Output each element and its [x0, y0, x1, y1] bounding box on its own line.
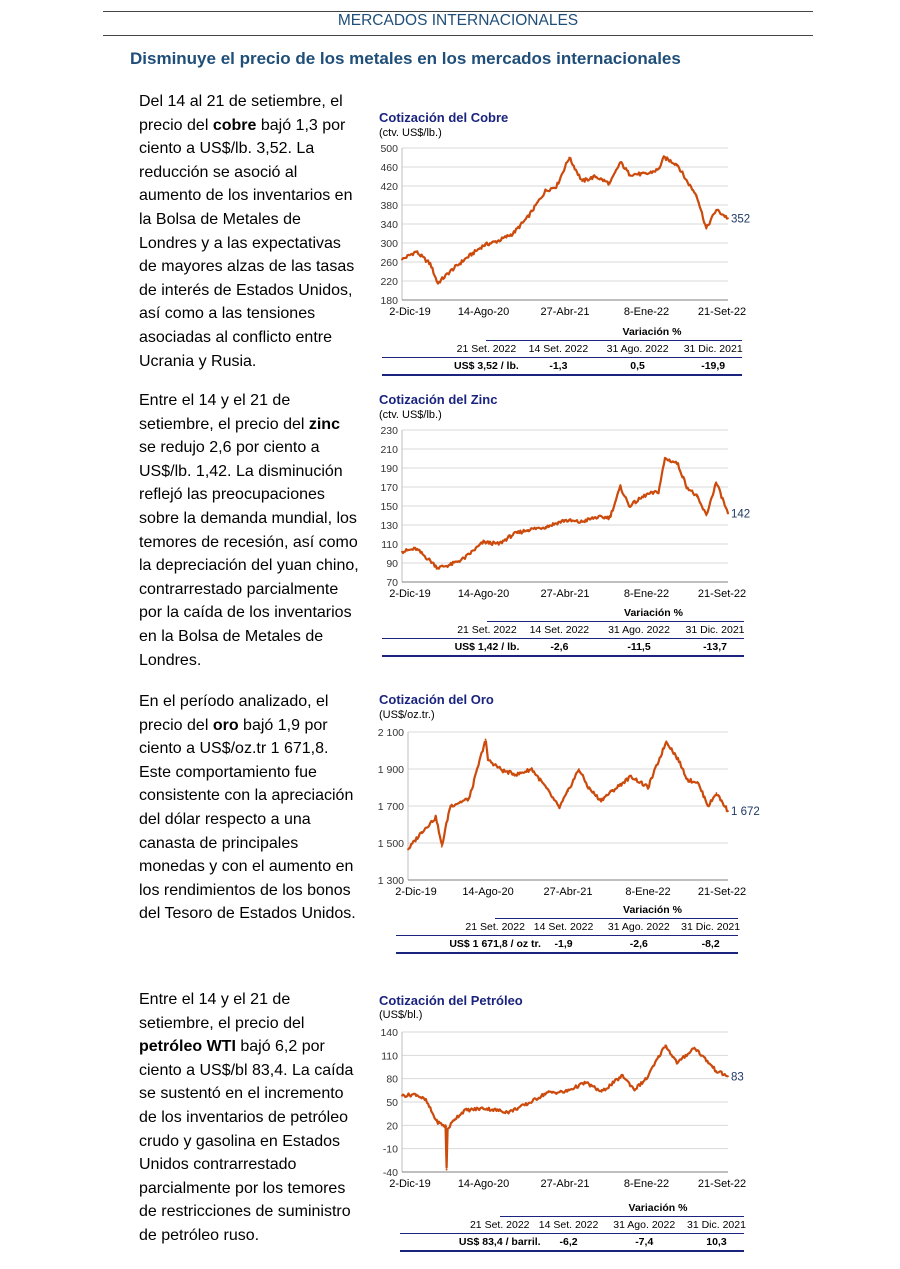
copper-table-var-31ago: 0,5: [630, 360, 645, 372]
copper-chart-unit: (ctv. US$/lb.): [379, 127, 442, 139]
copper-y-tick-label: 260: [380, 257, 398, 269]
oil-table-var-31ago: -7,4: [635, 1236, 654, 1248]
gold-data-point: [707, 805, 709, 807]
page-subtitle: Disminuye el precio de los metales en los mercados internacionales: [130, 49, 681, 68]
gold-keyword: oro: [212, 716, 239, 734]
copper-table-var-31dic: -19,9: [701, 360, 726, 372]
zinc-y-tick-label: 130: [380, 520, 398, 532]
zinc-table-var-14set: -2,6: [550, 641, 569, 653]
zinc-data-point: [463, 557, 465, 559]
gold-data-point: [567, 790, 569, 792]
zinc-data-point: [696, 496, 698, 498]
zinc-data-point: [715, 481, 717, 483]
zinc-last-value-label: 142: [731, 508, 751, 521]
copper-data-point: [595, 176, 597, 178]
oil-data-point: [447, 1128, 449, 1130]
oil-data-point: [646, 1078, 648, 1080]
copper-data-point: [449, 271, 451, 273]
zinc-x-tick-label: 8-Ene-22: [623, 588, 670, 600]
oil-price-line: [402, 1046, 728, 1168]
copper-data-point: [483, 244, 485, 246]
copper-y-tick-label: 300: [380, 238, 398, 250]
oil-table-rule: [400, 1233, 744, 1234]
gold-price-line: [408, 741, 728, 849]
oil-data-point: [445, 1126, 447, 1128]
zinc-y-tick-label: 210: [380, 444, 398, 456]
zinc-data-point: [564, 519, 566, 521]
oil-data-point: [436, 1121, 438, 1123]
gold-data-point: [468, 798, 470, 800]
copper-y-tick-label: 420: [380, 181, 398, 193]
zinc-data-point: [664, 458, 666, 460]
gold-table-date: 21 Set. 2022: [465, 921, 525, 933]
oil-y-tick-label: 140: [380, 1027, 398, 1039]
gold-x-tick-label: 27-Abr-21: [543, 886, 593, 898]
oil-table-var-14set: -6,2: [559, 1236, 578, 1248]
copper-data-point: [463, 259, 465, 261]
copper-x-tick-label: 8-Ene-22: [623, 306, 670, 318]
gold-data-point: [666, 740, 668, 742]
copper-variation-heading: Variación %: [622, 326, 682, 338]
oil-data-point: [508, 1111, 510, 1113]
copper-y-tick-label: 500: [380, 143, 398, 155]
oil-data-point: [401, 1095, 403, 1097]
zinc-x-tick-label: 21-Set-22: [697, 588, 747, 600]
copper-y-tick-label: 340: [380, 219, 398, 231]
oil-y-tick-label: 50: [386, 1097, 398, 1109]
zinc-price-chart: [370, 422, 770, 602]
zinc-table-col3-header: 31 Dic. 2021: [685, 624, 745, 636]
oil-data-point: [715, 1070, 717, 1072]
oil-last-value-label: 83: [731, 1071, 744, 1084]
gold-data-point: [558, 807, 560, 809]
copper-data-point: [663, 157, 665, 159]
oil-x-tick-label: 27-Abr-21: [540, 1178, 590, 1190]
copper-table-date: 21 Set. 2022: [456, 343, 517, 355]
zinc-data-point: [545, 526, 547, 528]
gold-data-point: [727, 810, 729, 812]
zinc-data-point: [727, 513, 729, 515]
oil-chart-unit: (US$/bl.): [379, 1009, 423, 1021]
zinc-data-point: [705, 515, 707, 517]
copper-y-tick-label: 380: [380, 200, 398, 212]
gold-data-point: [647, 787, 649, 789]
copper-y-tick-label: 220: [380, 276, 398, 288]
gold-x-tick-label: 2-Dic-19: [395, 886, 437, 898]
zinc-data-point: [498, 543, 500, 545]
gold-chart-title: Cotización del Oro: [379, 692, 494, 707]
zinc-data-point: [415, 548, 417, 550]
gold-y-tick-label: 2 100: [377, 727, 404, 739]
copper-x-tick-label: 27-Abr-21: [540, 306, 590, 318]
oil-y-tick-label: 20: [386, 1120, 398, 1133]
copper-data-point: [715, 209, 717, 211]
gold-data-point: [578, 768, 580, 770]
oil-data-point: [622, 1075, 624, 1077]
gold-data-point: [407, 849, 409, 851]
gold-data-point: [687, 779, 689, 781]
zinc-y-tick-label: 70: [386, 577, 398, 589]
oil-data-point: [483, 1107, 485, 1109]
oil-chart-title: Cotización del Petróleo: [379, 993, 523, 1008]
zinc-table-var-31dic: -13,7: [703, 641, 727, 653]
copper-x-tick-label: 14-Ago-20: [457, 306, 510, 318]
zinc-table-rule: [487, 621, 744, 622]
copper-price-line: [402, 156, 728, 283]
copper-data-point: [676, 164, 678, 166]
zinc-data-point: [527, 529, 529, 531]
gold-table-col3-header: 31 Dic. 2021: [681, 921, 741, 933]
zinc-data-point: [430, 560, 432, 562]
zinc-variation-heading: Variación %: [624, 607, 683, 619]
zinc-x-tick-label: 2-Dic-19: [389, 588, 431, 600]
zinc-data-point: [619, 486, 621, 488]
zinc-table-price: US$ 1,42 / lb.: [454, 641, 520, 653]
copper-table-rule: [486, 340, 742, 341]
oil-data-point: [546, 1092, 548, 1094]
zinc-x-tick-label: 14-Ago-20: [457, 588, 510, 600]
zinc-table-bottom-rule: [382, 655, 744, 657]
copper-data-point: [415, 251, 417, 253]
gold-table-rule: [495, 918, 738, 919]
zinc-y-tick-label: 230: [380, 425, 398, 437]
copper-data-point: [545, 190, 547, 192]
zinc-table-col1-header: 14 Set. 2022: [529, 624, 590, 636]
oil-data-point: [454, 1118, 456, 1120]
gold-x-tick-label: 8-Ene-22: [625, 886, 671, 898]
zinc-table-rule: [382, 638, 744, 639]
zinc-data-point: [628, 505, 630, 507]
oil-data-point: [564, 1091, 566, 1093]
gold-paragraph: En el período analizado, el precio del oro bajó 1,9 por ciento a US$/oz.tr 1 671,8. Este comportamiento fue consistente con la apreciación del dólar respecto a una canasta de principales monedas y con el aumento en los rendimientos de los bonos del Tesoro de Estados Unidos.: [139, 693, 356, 923]
gold-data-point: [502, 770, 504, 772]
gold-data-point: [545, 787, 547, 789]
gold-y-tick-label: 1 300: [377, 875, 404, 887]
oil-y-tick-label: 110: [381, 1050, 398, 1063]
gold-x-tick-label: 14-Ago-20: [462, 886, 514, 898]
copper-x-tick-label: 21-Set-22: [697, 306, 747, 318]
copper-table-col2-header: 31 Ago. 2022: [606, 343, 669, 355]
gold-data-point: [600, 800, 602, 802]
zinc-data-point: [676, 462, 678, 464]
gold-table-bottom-rule: [396, 952, 738, 954]
gold-chart-unit: (US$/oz.tr.): [379, 709, 435, 721]
oil-data-point: [634, 1089, 636, 1091]
copper-data-point: [658, 168, 660, 170]
copper-data-point: [527, 216, 529, 218]
copper-table-rule: [382, 357, 742, 358]
oil-data-point: [425, 1100, 427, 1102]
copper-data-point: [568, 157, 570, 159]
gold-data-point: [696, 781, 698, 783]
copper-data-point: [498, 240, 500, 242]
gold-data-point: [630, 776, 632, 778]
oil-data-point: [676, 1062, 678, 1064]
oil-keyword: petróleo WTI: [139, 1038, 236, 1056]
gold-table-price: US$ 1 671,8 / oz tr.: [449, 938, 541, 950]
oil-x-tick-label: 2-Dic-19: [389, 1178, 431, 1190]
oil-table-var-31dic: 10,3: [706, 1236, 727, 1248]
oil-paragraph: Entre el 14 y el 21 de setiembre, el precio del petróleo WTI bajó 6,2 por ciento a US$/bl 83,4. La caída se sustentó en el incremento de los inventarios de petróleo crudo y gasolina en Estados Unidos contrarrestado parcialmente por los temores de restricciones de suministro de petróleo ruso.: [139, 991, 354, 1244]
gold-data-point: [716, 792, 718, 794]
zinc-chart-unit: (ctv. US$/lb.): [379, 409, 442, 421]
copper-chart-title: Cotización del Cobre: [379, 110, 509, 125]
gold-y-tick-label: 1 900: [377, 764, 404, 776]
copper-y-tick-label: 180: [380, 295, 398, 307]
zinc-y-tick-label: 110: [381, 539, 398, 551]
oil-table-bottom-rule: [400, 1250, 744, 1252]
gold-data-point: [435, 816, 437, 818]
zinc-data-point: [401, 551, 403, 553]
gold-data-point: [441, 846, 443, 848]
zinc-data-point: [646, 494, 648, 496]
zinc-keyword: zinc: [308, 415, 340, 433]
oil-x-tick-label: 14-Ago-20: [457, 1178, 510, 1190]
gold-variation-heading: Variación %: [623, 904, 682, 916]
oil-price-chart: [370, 1022, 770, 1192]
zinc-y-tick-label: 170: [380, 482, 398, 494]
oil-data-point: [585, 1082, 587, 1084]
gold-table-col2-header: 31 Ago. 2022: [607, 921, 670, 933]
gold-table-var-14set: -1,9: [554, 938, 573, 950]
zinc-price-line: [402, 458, 728, 569]
oil-variation-table: [400, 1202, 744, 1252]
gold-table-var-31dic: -8,2: [701, 938, 720, 950]
zinc-data-point: [512, 534, 514, 536]
zinc-y-tick-label: 190: [380, 463, 398, 475]
gold-table-rule: [396, 935, 738, 936]
copper-table-price: US$ 3,52 / lb.: [454, 360, 519, 372]
gold-table-var-31ago: -2,6: [629, 938, 648, 950]
gold-data-point: [531, 768, 533, 770]
gold-data-point: [677, 759, 679, 761]
gold-data-point: [587, 787, 589, 789]
zinc-chart-title: Cotización del Zinc: [379, 392, 498, 407]
zinc-data-point: [449, 564, 451, 566]
copper-table-bottom-rule: [382, 374, 742, 376]
zinc-data-point: [658, 491, 660, 493]
copper-data-point: [512, 233, 514, 235]
oil-x-tick-label: 8-Ene-22: [623, 1178, 670, 1190]
zinc-x-tick-label: 27-Abr-21: [540, 588, 590, 600]
copper-y-tick-label: 460: [380, 162, 398, 174]
copper-data-point: [564, 166, 566, 168]
copper-keyword: cobre: [212, 116, 257, 134]
oil-data-point: [694, 1047, 696, 1049]
gold-x-tick-label: 21-Set-22: [697, 886, 747, 898]
oil-y-tick-label: -10: [382, 1143, 398, 1156]
oil-table-col3-header: 31 Dic. 2021: [686, 1219, 746, 1231]
gold-data-point: [516, 774, 518, 776]
oil-x-tick-label: 21-Set-22: [697, 1178, 747, 1190]
copper-data-point: [619, 161, 621, 163]
section-header: MERCADOS INTERNACIONALES: [337, 12, 579, 29]
copper-data-point: [556, 185, 558, 187]
copper-data-point: [705, 228, 707, 230]
copper-data-point: [430, 263, 432, 265]
zinc-table-date: 21 Set. 2022: [457, 624, 517, 636]
copper-data-point: [646, 173, 648, 175]
gold-data-point: [421, 831, 423, 833]
copper-data-point: [696, 195, 698, 197]
gold-data-point: [485, 739, 487, 741]
zinc-y-tick-label: 150: [380, 501, 398, 513]
copper-last-value-label: 352: [731, 213, 751, 226]
copper-table-var-14set: -1,3: [549, 360, 568, 372]
gold-last-value-label: 1 672: [731, 806, 760, 819]
zinc-variation-table: [382, 607, 744, 657]
zinc-data-point: [437, 567, 439, 569]
copper-data-point: [609, 183, 611, 185]
copper-table-col1-header: 14 Set. 2022: [528, 343, 589, 355]
gold-price-chart: [370, 722, 770, 900]
copper-data-point: [686, 180, 688, 182]
zinc-data-point: [595, 517, 597, 519]
gold-variation-table: [396, 904, 741, 954]
gold-data-point: [487, 759, 489, 761]
oil-data-point: [446, 1169, 448, 1171]
oil-data-point: [727, 1075, 729, 1077]
oil-data-point: [527, 1103, 529, 1105]
copper-price-chart: [370, 140, 770, 320]
oil-data-point: [601, 1091, 603, 1093]
zinc-table-col2-header: 31 Ago. 2022: [608, 624, 670, 636]
copper-table-col3-header: 31 Dic. 2021: [683, 343, 743, 355]
oil-variation-heading: Variación %: [628, 1202, 688, 1214]
zinc-table-var-31ago: -11,5: [627, 641, 651, 653]
oil-table-col1-header: 14 Set. 2022: [538, 1219, 599, 1231]
zinc-data-point: [580, 521, 582, 523]
oil-table-col2-header: 31 Ago. 2022: [613, 1219, 676, 1231]
oil-data-point: [664, 1044, 666, 1046]
gold-y-tick-label: 1 500: [377, 838, 404, 850]
zinc-data-point: [686, 486, 688, 488]
copper-variation-table: [382, 326, 742, 376]
zinc-paragraph: Entre el 14 y el 21 de setiembre, el precio del zinc se redujo 2,6 por ciento a US$/lb. 1,42. La disminución reflejó las preocupaciones sobre la demanda mundial, los temores de recesión, así como la depreciación del yuan chino, contrarrestado parcialmente por la caída de los inventarios en la Bolsa de Metales de Londres.: [139, 392, 359, 669]
oil-table-rule: [500, 1216, 744, 1217]
oil-y-tick-label: -40: [382, 1167, 398, 1179]
copper-data-point: [628, 173, 630, 175]
oil-data-point: [415, 1093, 417, 1095]
copper-x-tick-label: 2-Dic-19: [389, 306, 431, 318]
gold-y-tick-label: 1 700: [377, 801, 404, 813]
gold-table-col1-header: 14 Set. 2022: [533, 921, 594, 933]
zinc-data-point: [609, 517, 611, 519]
oil-data-point: [463, 1110, 465, 1112]
copper-data-point: [401, 259, 403, 261]
header-bottom-rule: [103, 35, 813, 36]
oil-table-price: US$ 83,4 / barril.: [458, 1236, 541, 1248]
zinc-data-point: [483, 541, 485, 543]
copper-data-point: [581, 180, 583, 182]
copper-data-point: [437, 282, 439, 284]
gold-data-point: [611, 790, 613, 792]
oil-y-tick-label: 80: [386, 1073, 398, 1086]
copper-data-point: [727, 217, 729, 219]
zinc-y-tick-label: 90: [386, 558, 398, 570]
copper-paragraph: Del 14 al 21 de setiembre, el precio del cobre bajó 1,3 por ciento a US$/lb. 3,52. La reducción se asoció al aumento de los inventarios en la Bolsa de Metales de Londres y a las expectativas de mayores alzas de las tasas de interés de Estados Unidos, así como a las tensiones asociadas al conflicto entre Ucrania y Rusia.: [139, 93, 355, 370]
oil-table-date: 21 Set. 2022: [469, 1219, 530, 1231]
gold-data-point: [449, 805, 451, 807]
